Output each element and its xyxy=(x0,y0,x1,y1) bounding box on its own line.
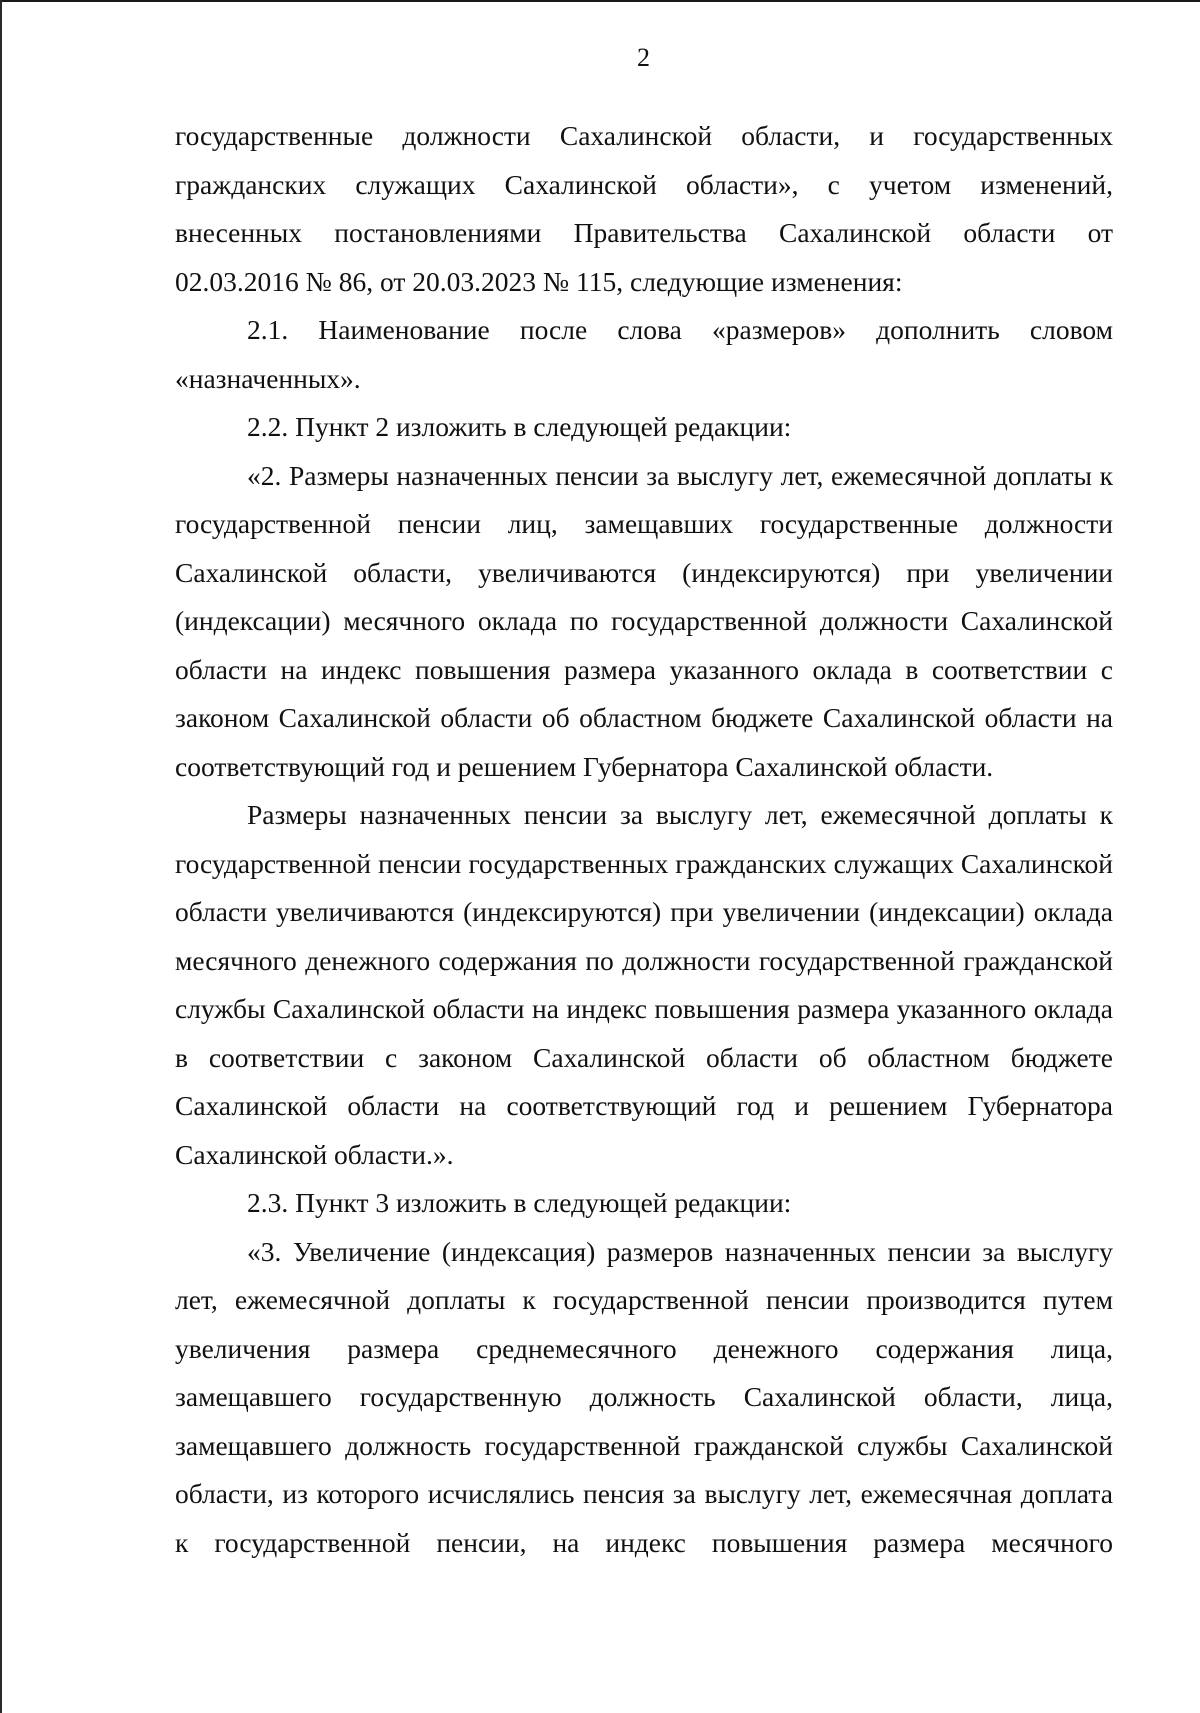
page-top-edge xyxy=(0,0,1200,2)
page-left-edge xyxy=(0,0,2,1713)
paragraph-item-2-2: 2.2. Пункт 2 изложить в следующей редакции: xyxy=(247,411,792,442)
paragraph-point-2-text: «2. Размеры назначенных пенсии за выслугу лет, ежемесячной доплаты к государственной пенсии лиц, замещавших государственные должности Сахалинской области, увеличиваются (индексируются) при увеличении (индексации) месячного оклада по государственной должности Сахалинской области на индекс повышения размера указанного оклада в соответствии с законом Сахалинской области об областном бюджете Сахалинской области на соответствующий год и решением Губернатора Сахалинской области. xyxy=(175,459,1113,782)
document-body xyxy=(175,112,1113,1567)
paragraph-point-2-second: Размеры назначенных пенсии за выслугу лет, ежемесячной доплаты к государственной пенсии государственных гражданских служащих Сахалинской области увеличиваются (индексируются) при увеличении (индексации) оклада месячного денежного содержания по должности государственной гражданской службы Сахалинской области на индекс повышения размера указанного оклада в соответствии с законом Сахалинской области об областном бюджете Сахалинской области на соответствующий год и решением Губернатора Сахалинской области.». xyxy=(175,799,1113,1170)
page-number: 2 xyxy=(637,43,650,72)
paragraph-point-3-text: «3. Увеличение (индексация) размеров назначенных пенсии за выслугу лет, ежемесячной доплаты к государственной пенсии производится путем увеличения размера среднемесячного денежного содержания лица, замещавшего государственную должность Сахалинской области, лица, замещавшего должность государственной гражданской службы Сахалинской области, из которого исчислялись пенсия за выслугу лет, ежемесячная доплата к государственной пенсии, на индекс повышения размера месячного xyxy=(175,1235,1113,1558)
paragraph-item-2-3: 2.3. Пункт 3 изложить в следующей редакции: xyxy=(247,1187,792,1218)
paragraph-item-2-1: 2.1. Наименование после слова «размеров» дополнить словом «назначенных». xyxy=(175,314,1113,394)
paragraph-continuation: государственные должности Сахалинской области, и государственных гражданских служащих Сахалинской области», с учетом изменений, внесенных постановлениями Правительства Сахалинской области от 02.03.2016 № 86, от 20.03.2023 № 115, следующие изменения: xyxy=(175,120,1113,297)
